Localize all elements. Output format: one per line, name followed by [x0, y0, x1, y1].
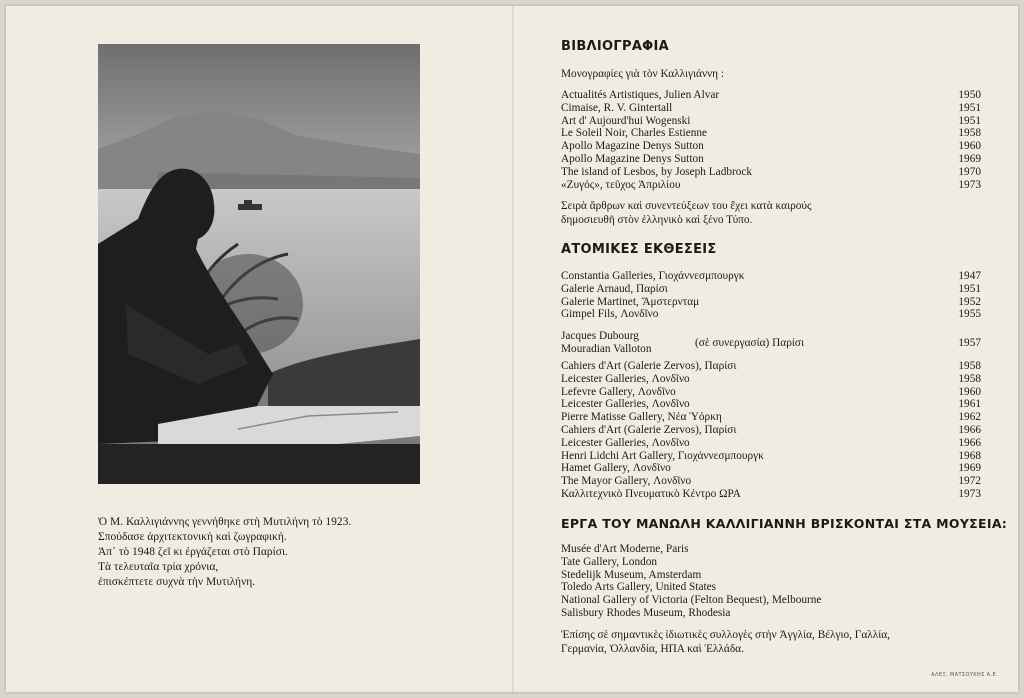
- item-year: 1973: [958, 487, 981, 500]
- item-year: 1950: [958, 89, 981, 101]
- articles-note: [561, 199, 981, 227]
- item-text: Actualités Artistiques, Julien Alvar: [561, 89, 720, 101]
- museums-heading: ΕΡΓΑ ΤΟΥ ΜΑΝΩΛΗ ΚΑΛΛΙΓΙΑΝΝΗ ΒΡΙΣΚΟΝΤΑΙ ΣΤΑ ΜΟΥΣΕΙΑ:: [561, 516, 1008, 531]
- item-year: 1955: [958, 308, 981, 321]
- item-year: 1958: [958, 127, 981, 140]
- list-item: [561, 283, 981, 296]
- item-year: 1951: [958, 114, 981, 127]
- printer-credit: ΑΛΕΞ. ΜΑΤΣΟΥΚΗΣ Α.Ε.: [931, 672, 998, 678]
- item-year: 1958: [958, 372, 981, 385]
- brochure-spread: [6, 6, 1018, 692]
- joint-name-1: Jacques Dubourg: [561, 330, 639, 342]
- list-item: [561, 424, 981, 437]
- list-item: [561, 89, 981, 102]
- list-item: [561, 179, 981, 192]
- item-text: Pierre Matisse Gallery, Νέα Ὑόρκη: [561, 411, 722, 424]
- item-text: Leicester Galleries, Λονδῖνο: [561, 372, 690, 385]
- exhibitions-heading: ΑΤΟΜΙΚΕΣ ΕΚΘΕΣΕΙΣ: [561, 242, 717, 257]
- left-page: [6, 6, 512, 692]
- list-item: [561, 373, 981, 386]
- item-text: Apollo Magazine Denys Sutton: [561, 152, 704, 165]
- list-item: National Gallery of Victoria (Felton Bequest), Melbourne: [561, 594, 822, 607]
- item-year: 1961: [958, 398, 981, 411]
- list-item: [561, 127, 981, 140]
- list-item: [561, 450, 981, 463]
- list-item: [561, 140, 981, 153]
- bibliography-intro: Μονογραφίες γιὰ τὸν Καλλιγιάννη :: [561, 68, 725, 80]
- item-text: Constantia Galleries, Γιοχάννεσμπουργκ: [561, 270, 745, 282]
- item-year: 1960: [958, 140, 981, 153]
- list-item: Tate Gallery, London: [561, 555, 658, 568]
- item-year: 1952: [958, 295, 981, 308]
- joint-note: (σὲ συνεργασία) Παρίσι: [695, 337, 805, 349]
- list-item: Toledo Arts Gallery, United States: [561, 581, 717, 594]
- exhibitions-list-1: [561, 270, 981, 321]
- joint-name-2: Mouradian Valloton: [561, 342, 652, 355]
- item-year: 1973: [958, 178, 981, 191]
- item-text: Gimpel Fils, Λονδῖνο: [561, 308, 659, 321]
- item-text: Hamet Gallery, Λονδῖνο: [561, 462, 671, 475]
- item-text: The island of Lesbos, by Joseph Ladbrock: [561, 165, 753, 178]
- collections-line: Γερμανία, Ὁλλανδία, ΗΠΑ καὶ Ἑλλάδα.: [561, 643, 744, 655]
- joint-year: 1957: [958, 337, 981, 349]
- item-year: 1951: [958, 101, 981, 114]
- list-item: [561, 308, 981, 321]
- item-text: Καλλιτεχνικὸ Πνευματικὸ Κέντρο ΩΡΑ: [561, 487, 741, 500]
- list-item: [561, 270, 981, 283]
- caption-line: Ὁ Μ. Καλλιγιάννης γεννήθηκε στὴ Μυτιλήνη τὸ 1923.: [98, 516, 352, 528]
- list-item: [561, 153, 981, 166]
- artist-caption: [98, 515, 478, 590]
- item-year: 1966: [958, 436, 981, 449]
- caption-line: Ἀπ᾿ τὸ 1948 ζεῖ κι ἐργάζεται στὸ Παρίσι.: [98, 546, 288, 558]
- item-year: 1969: [958, 152, 981, 165]
- joint-exhibition: [561, 330, 981, 356]
- caption-line: Τὰ τελευταῖα τρία χρόνια,: [98, 561, 219, 573]
- exhibitions-list-2: [561, 360, 981, 501]
- item-text: Cahiers d'Art (Galerie Zervos), Παρίσι: [561, 360, 737, 372]
- item-year: 1972: [958, 475, 981, 488]
- list-item: [561, 411, 981, 424]
- item-year: 1947: [958, 270, 981, 282]
- collections-line: Ἐπίσης σὲ σημαντικὲς ἰδιωτικὲς συλλογὲς στὴν Ἀγγλία, Βέλγιο, Γαλλία,: [561, 629, 890, 641]
- list-item: [561, 360, 981, 373]
- museums-list: [561, 543, 981, 620]
- articles-line: δημοσιευθῆ στὸν ἑλληνικὸ καὶ ξένο Τύπο.: [561, 214, 753, 226]
- artist-photo: [98, 44, 420, 484]
- list-item: [561, 115, 981, 128]
- item-year: 1958: [958, 360, 981, 372]
- list-item: [561, 296, 981, 309]
- right-page: [514, 6, 1018, 692]
- list-item: [561, 488, 981, 501]
- list-item: [561, 475, 981, 488]
- bibliography-heading: ΒΙΒΛΙΟΓΡΑΦΙΑ: [561, 39, 670, 54]
- caption-line: ἐπισκέπτετε συχνὰ τὴν Μυτιλήνη.: [98, 576, 256, 588]
- item-year: 1966: [958, 423, 981, 436]
- item-text: Cimaise, R. V. Gintertall: [561, 101, 673, 114]
- item-year: 1970: [958, 165, 981, 178]
- item-text: Le Soleil Noir, Charles Estienne: [561, 127, 708, 140]
- item-text: Leicester Galleries, Λονδῖνο: [561, 436, 690, 449]
- articles-line: Σειρὰ ἄρθρων καὶ συνεντεύξεων του ἔχει κατὰ καιρούς: [561, 200, 812, 212]
- list-item: [561, 398, 981, 411]
- caption-line: Σπούδασε ἀρχιτεκτονικὴ καὶ ζωγραφική.: [98, 531, 287, 543]
- list-item: [561, 437, 981, 450]
- list-item: [561, 166, 981, 179]
- item-text: Galerie Martinet, Ἄμστερνταμ: [561, 295, 700, 308]
- item-year: 1951: [958, 282, 981, 295]
- private-collections-note: [561, 628, 981, 656]
- list-item: Musée d'Art Moderne, Paris: [561, 543, 689, 555]
- item-text: Lefevre Gallery, Λονδῖνο: [561, 385, 676, 398]
- item-year: 1968: [958, 449, 981, 462]
- item-year: 1969: [958, 462, 981, 475]
- list-item: Stedelijk Museum, Amsterdam: [561, 568, 702, 581]
- item-text: The Mayor Gallery, Λονδῖνο: [561, 475, 692, 488]
- list-item: [561, 386, 981, 399]
- bibliography-list: [561, 89, 981, 191]
- item-text: Apollo Magazine Denys Sutton: [561, 140, 704, 153]
- item-year: 1960: [958, 385, 981, 398]
- item-text: Cahiers d'Art (Galerie Zervos), Παρίσι: [561, 423, 737, 436]
- item-text: Leicester Galleries, Λονδῖνο: [561, 398, 690, 411]
- item-text: Henri Lidchi Art Gallery, Γιοχάννεσμπουργκ: [561, 449, 764, 462]
- item-text: Art d' Aujourd'hui Wogenski: [561, 114, 691, 127]
- item-text: Galerie Arnaud, Παρίσι: [561, 282, 668, 295]
- list-item: [561, 102, 981, 115]
- item-text: «Ζυγός», τεῦχος Ἀπριλίου: [561, 178, 681, 191]
- artist-photo-illustration: [98, 44, 420, 484]
- list-item: [561, 462, 981, 475]
- item-year: 1962: [958, 411, 981, 424]
- list-item: Salisbury Rhodes Museum, Rhodesia: [561, 606, 731, 619]
